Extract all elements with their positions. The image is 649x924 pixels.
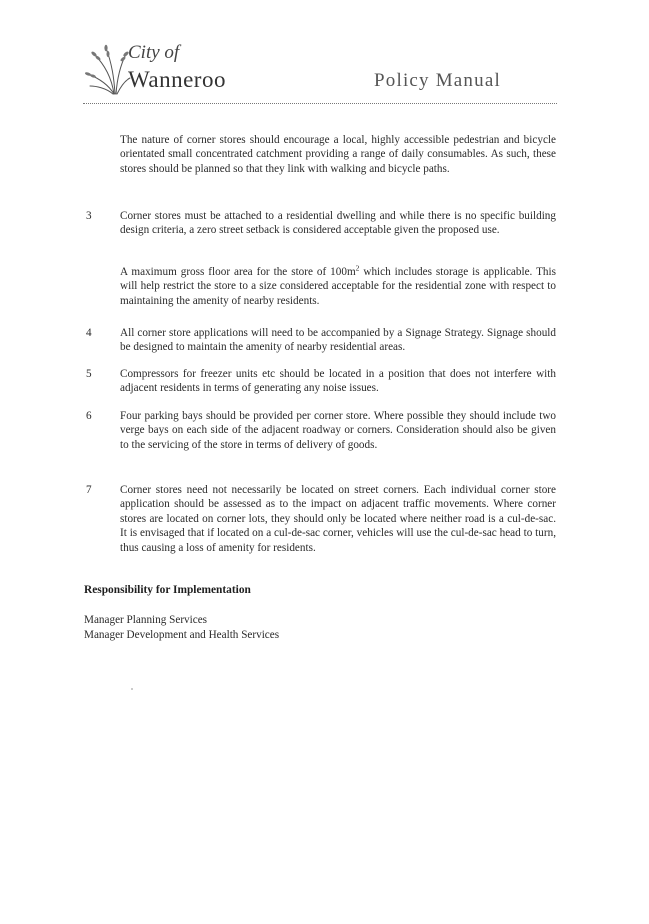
item-3-floor-area-paragraph bbox=[120, 265, 556, 308]
item-number-3: 3 bbox=[86, 210, 92, 222]
intro-paragraph: The nature of corner stores should encourage a local, highly accessible pedestrian and bicycle orientated small concentrated catchment providing a range of daily consumables. As such, these stores should be planned so that they link with walking and bicycle paths. bbox=[120, 134, 556, 175]
item-number-5: 5 bbox=[86, 368, 92, 380]
city-logo bbox=[84, 40, 254, 96]
item-number-4: 4 bbox=[86, 327, 92, 339]
item-3-paragraph: Corner stores must be attached to a residential dwelling and while there is no specific building design criteria, a zero street setback is considered acceptable given the proposed use. bbox=[120, 210, 556, 237]
scan-speck bbox=[131, 688, 133, 690]
item-5-paragraph: Compressors for freezer units etc should be located in a position that does not interfere with adjacent residents in terms of generating any noise issues. bbox=[120, 368, 556, 395]
responsible-officer: Manager Development and Health Services bbox=[84, 629, 280, 641]
item-4-paragraph: All corner store applications will need to be accompanied by a Signage Strategy. Signage should be designed to maintain the amenity of nearby residential areas. bbox=[120, 327, 556, 354]
superscript-2: 2 bbox=[355, 263, 360, 273]
item-7-paragraph: Corner stores need not necessarily be located on street corners. Each individual corner store application should be assessed as to the impact on adjacent traffic movements. Where corner stores are located on corner lots, they should only be located where neither road is a cul-de-sac. It is envisaged that if located on a cul-de-sac corner, vehicles will use the cul-de-sac head to turn, thus causing a loss of amenity for residents. bbox=[120, 484, 556, 554]
logo-text-wanneroo: Wanneroo bbox=[128, 67, 226, 92]
item-number-6: 6 bbox=[86, 410, 92, 422]
responsible-officer: Manager Planning Services bbox=[84, 614, 208, 626]
policy-manual-title: Policy Manual bbox=[374, 70, 501, 91]
header-divider bbox=[83, 103, 557, 104]
item-6-paragraph: Four parking bays should be provided per corner store. Where possible they should include two verge bays on each side of the adjacent roadway or corners. Consideration should also be given to the servicing of the store in terms of delivery of goods. bbox=[120, 410, 556, 451]
floor-area-text-rest: which includes storage is applicable. This will help restrict the store to a size considered acceptable for the residential zone with respect to maintaining the amenity of nearby residents. bbox=[120, 266, 556, 307]
responsibility-heading: Responsibility for Implementation bbox=[84, 584, 251, 596]
grass-emblem-icon bbox=[84, 40, 132, 96]
floor-area-text: A maximum gross floor area for the store of 100m bbox=[120, 266, 356, 278]
item-number-7: 7 bbox=[86, 484, 92, 496]
logo-text-city-of: City of bbox=[128, 42, 180, 63]
